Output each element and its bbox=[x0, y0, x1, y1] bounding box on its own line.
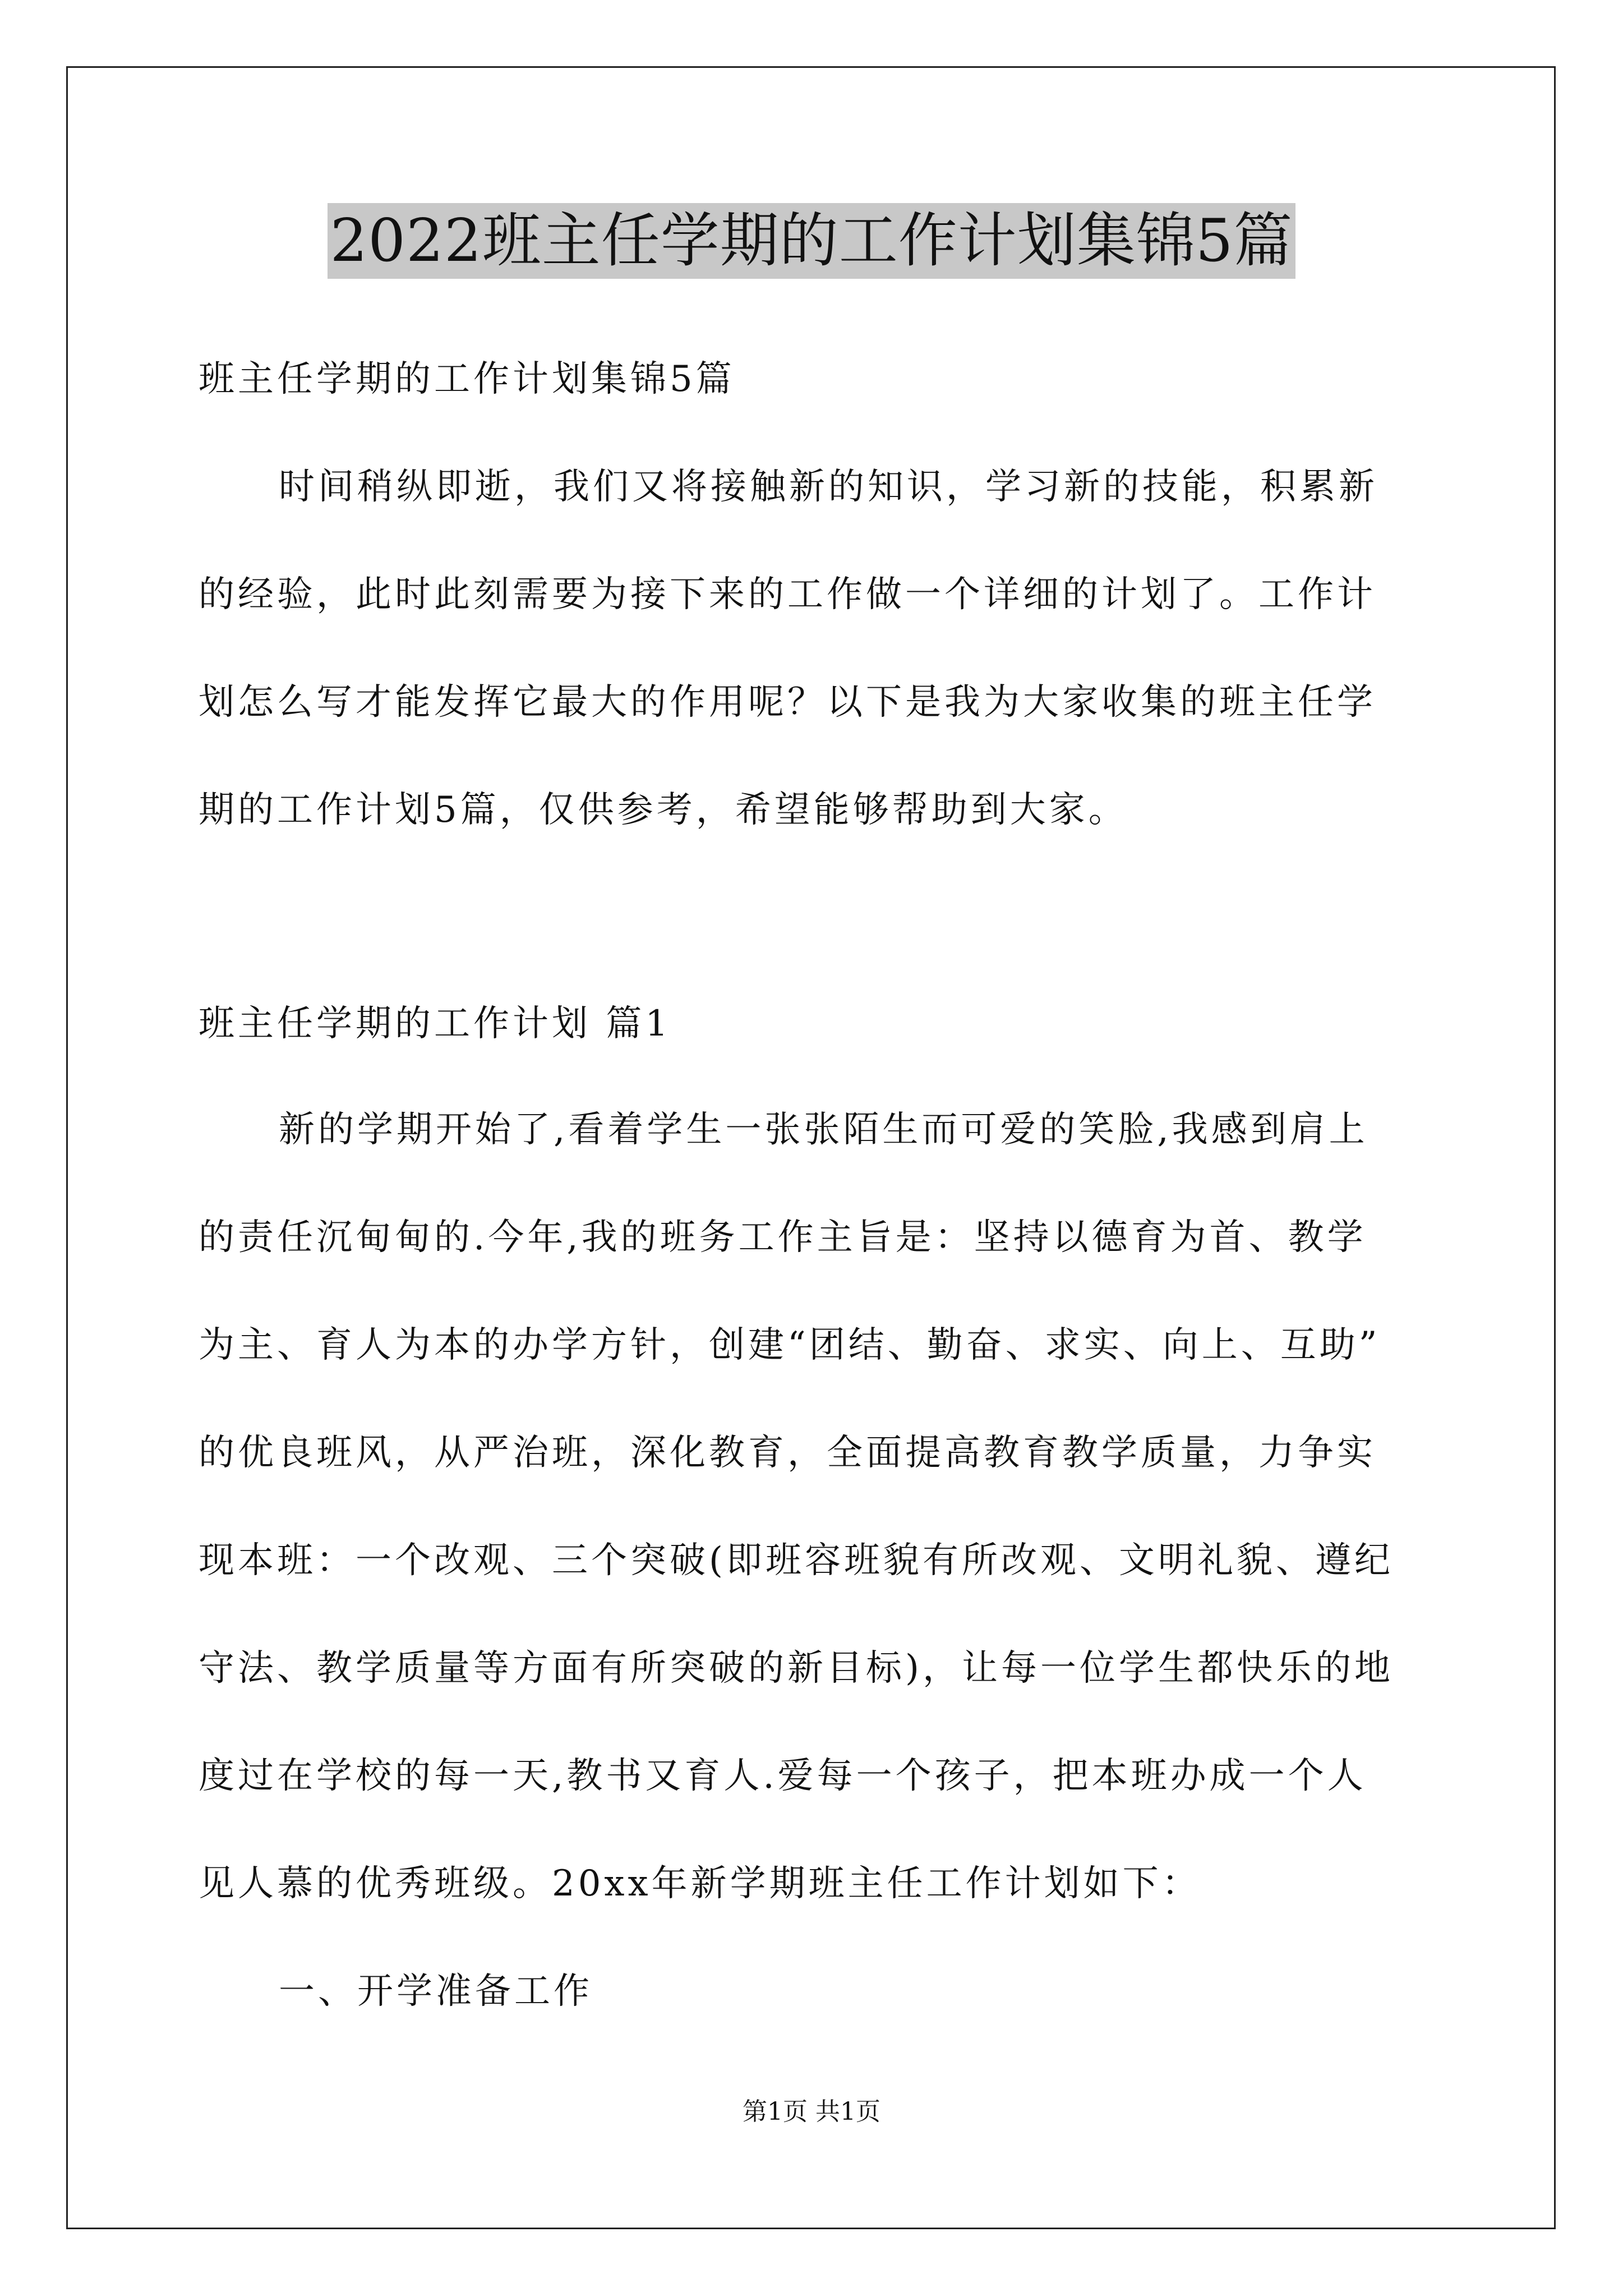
title-container bbox=[0, 203, 1623, 279]
intro-line: 期的工作计划5篇，仅供参考，希望能够帮助到大家。 bbox=[199, 789, 1128, 831]
section-line: 的责任沉甸甸的.今年,我的班务工作主旨是：坚持以德育为首、教学 bbox=[199, 1217, 1367, 1258]
document-subtitle: 班主任学期的工作计划集锦5篇 bbox=[199, 358, 735, 400]
section-line: 为主、育人为本的办学方针，创建“团结、勤奋、求实、向上、互助” bbox=[199, 1324, 1381, 1366]
intro-line: 的经验，此时此刻需要为接下来的工作做一个详细的计划了。工作计 bbox=[199, 574, 1376, 615]
section-line: 度过在学校的每一天,教书又育人.爱每一个孩子，把本班办成一个人 bbox=[199, 1755, 1367, 1797]
intro-line: 时间稍纵即逝，我们又将接触新的知识，学习新的技能，积累新 bbox=[279, 466, 1378, 508]
section-heading: 班主任学期的工作计划 篇1 bbox=[199, 1003, 672, 1045]
subheading: 一、开学准备工作 bbox=[279, 1971, 593, 2012]
section-line: 见人慕的优秀班级。20xx年新学期班主任工作计划如下： bbox=[199, 1863, 1201, 1904]
section-line: 新的学期开始了,看着学生一张张陌生而可爱的笑脸,我感到肩上 bbox=[279, 1109, 1368, 1151]
page-footer: 第1页 共1页 bbox=[743, 2097, 880, 2126]
section-line: 守法、教学质量等方面有所突破的新目标)，让每一位学生都快乐的地 bbox=[199, 1648, 1394, 1689]
intro-line: 划怎么写才能发挥它最大的作用呢？以下是我为大家收集的班主任学 bbox=[199, 682, 1376, 723]
section-line: 现本班：一个改观、三个突破(即班容班貌有所改观、文明礼貌、遵纪 bbox=[199, 1540, 1394, 1581]
section-line: 的优良班风，从严治班，深化教育，全面提高教育教学质量，力争实 bbox=[199, 1432, 1376, 1474]
document-title: 2022班主任学期的工作计划集锦5篇 bbox=[328, 203, 1295, 279]
